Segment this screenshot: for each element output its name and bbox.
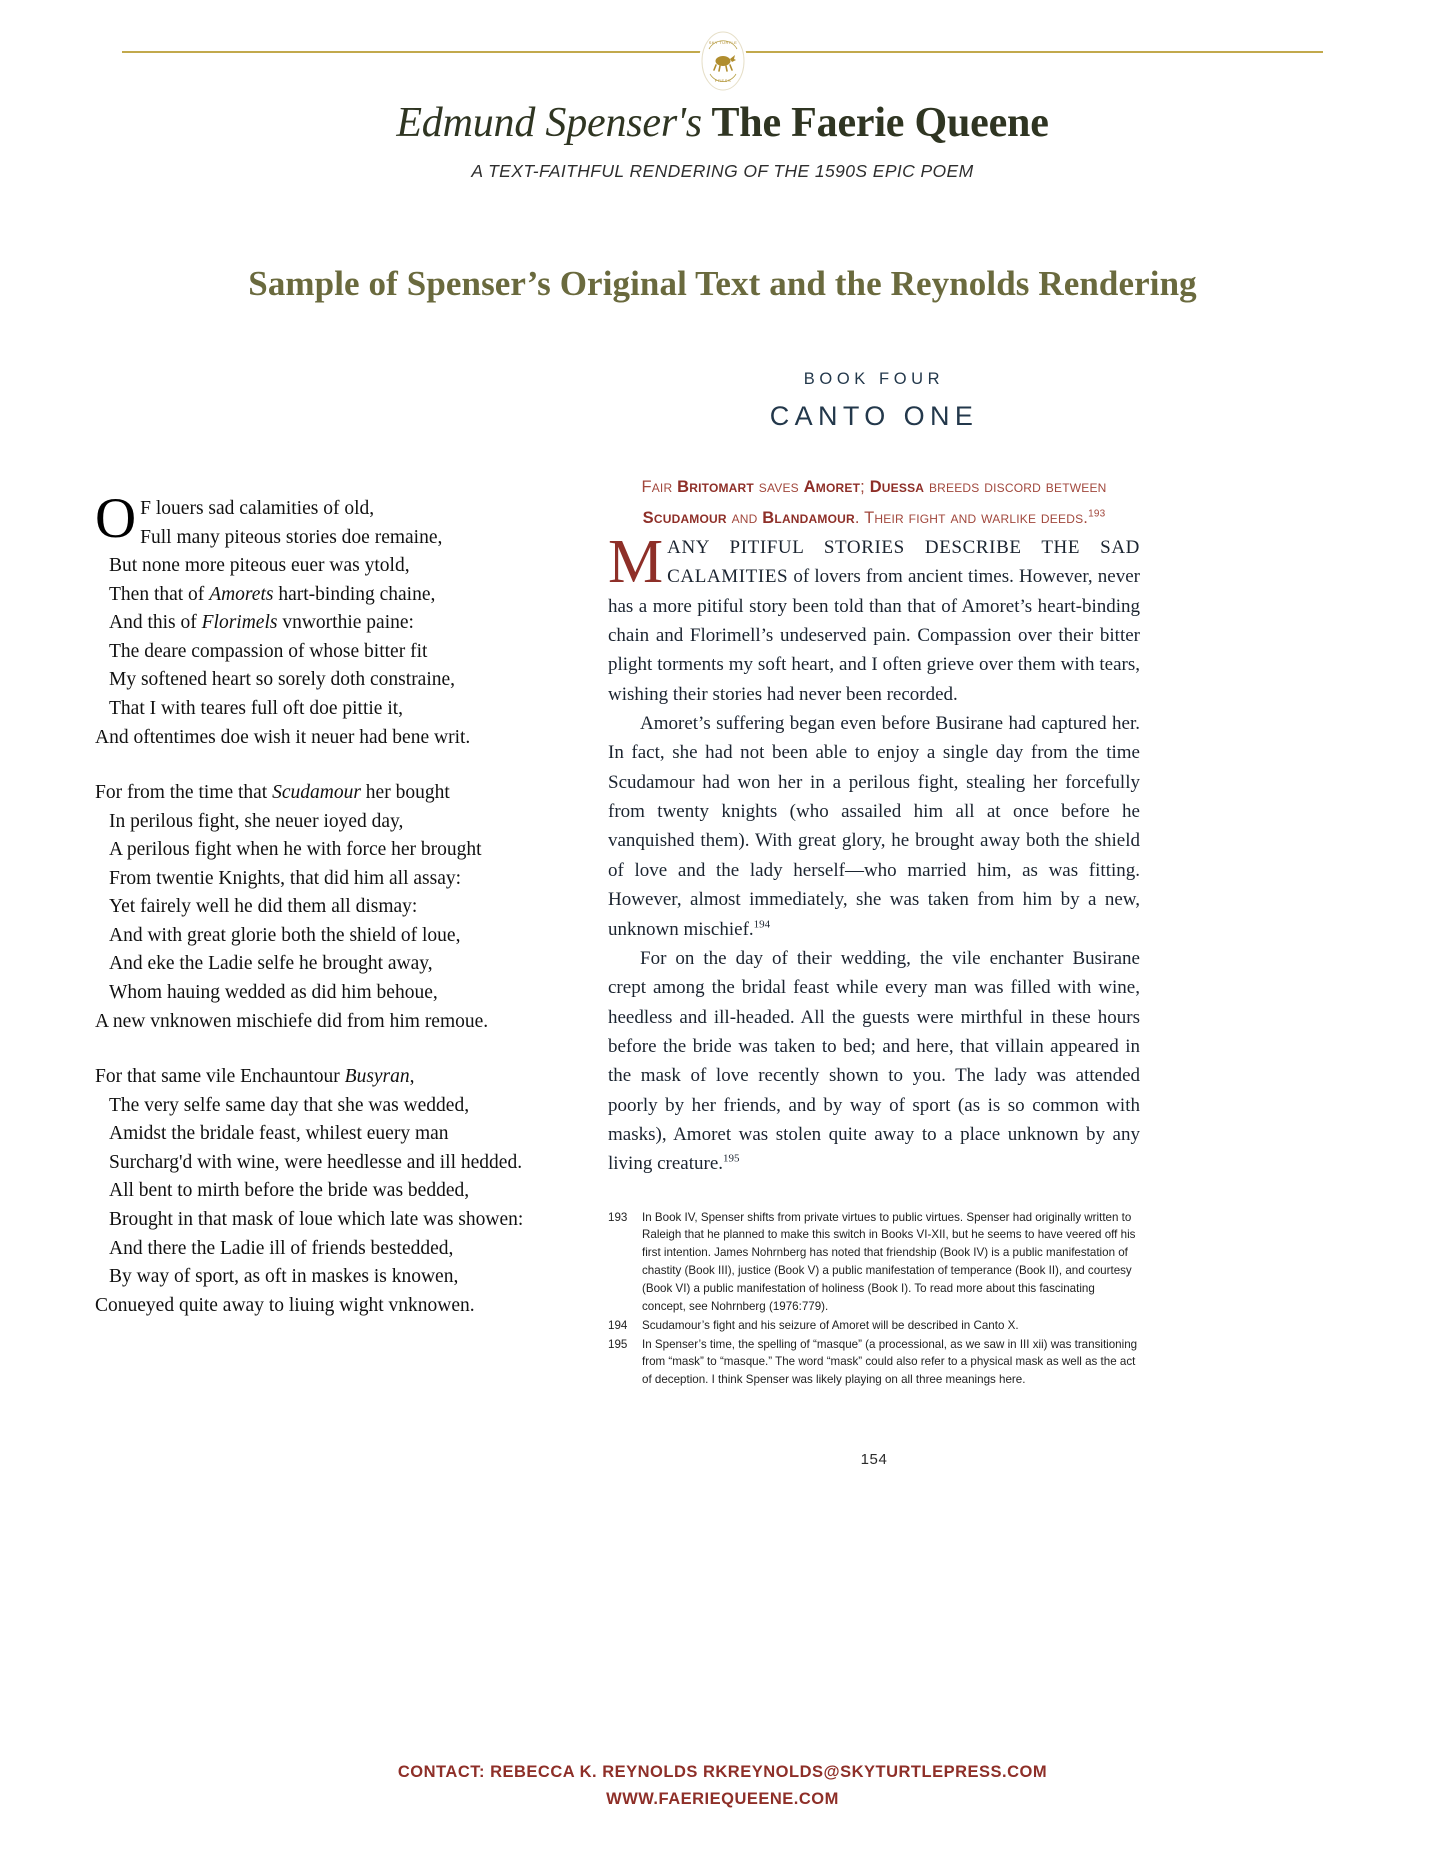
footnote-marker-195[interactable]: 195: [723, 1152, 740, 1165]
page-body: [0, 370, 1445, 1469]
footnote-number: 195: [608, 1337, 628, 1351]
footnote-item: [608, 1209, 1140, 1316]
verse-text: Full many piteous stories doe remaine,: [140, 526, 443, 548]
verse-italic-name: Busyran: [344, 1066, 410, 1088]
verse-text: In perilous fight, she neuer ioyed day,: [109, 810, 404, 832]
verse-line: [95, 836, 485, 865]
verse-text: My softened heart so sorely doth constraine,: [109, 669, 456, 691]
prose-paragraph-2: [608, 709, 1140, 944]
verse-text: The deare compassion of whose bitter fit: [109, 640, 428, 662]
verse-italic-name: Florimels: [201, 612, 278, 634]
verse-line: [95, 1120, 485, 1149]
argument-text: saves: [753, 478, 804, 496]
verse-line: [95, 1008, 489, 1037]
argument-proper-noun: Scudamour: [642, 508, 727, 527]
verse-text: And oftentimes doe wish it neuer had bene writ.: [95, 726, 471, 748]
page-number: 154: [860, 1451, 888, 1469]
verse-text: her bought: [360, 782, 450, 804]
argument-text: breeds discord between: [924, 478, 1107, 496]
argument-line-2: [608, 503, 1140, 534]
verse-line: [95, 638, 485, 667]
footnote-marker-193[interactable]: 193: [1088, 508, 1106, 520]
prose-paragraph-3-body: For on the day of their wedding, the vile enchanter Busirane crept among the bridal feast while every man was filled with wine, heedless and ill-headed. All the guests were mirthful in these hours before the bride was taken to bed; and here, that villain appeared in the mask of love recently shown to you. The lady was attended poorly by her friends, and by way of sport (as is so common with masks), Amoret was stolen quite away to a place unknown by any living creature.: [608, 947, 1140, 1175]
prose-lead-smallcaps: ANY PITIFUL STORIES DESCRIBE THE SAD CALAMITIES: [667, 537, 1140, 588]
argument-proper-noun: Amoret: [803, 478, 861, 496]
verse-line: [95, 865, 485, 894]
footnote-number: 193: [608, 1210, 628, 1224]
prose-paragraph-2-body: Amoret’s suffering began even before Busirane had captured her. In fact, she had not been able to enjoy a single day from the time Scudamour had won her in a perilous fight, stealing her forcefully from twenty knights (who assailed him all at once before he vanquished them). With great glory, he brought away both the shield of love and the lady herself—who married him, as was fitting. However, almost immediately, she was taken from him by a new, unknown mischief.: [608, 713, 1140, 940]
verse-text: Then that of: [109, 583, 210, 605]
footnote-text: In Book IV, Spenser shifts from private virtues to public virtues. Spenser had originally written to Raleigh that he planned to make this switch in Books VI-XII, but he seems to have veered off his first intention. James Nohrnberg has noted that friendship (Book IV) is a public manifestation of chastity (Book III), justice (Book V) a public manifestation of temperance (Book II), and courtesy (Book VI) a public manifestation of holiness (Book I). To read more about this fascinating concept, see Nohrnberg (1976:779).: [642, 1210, 1136, 1313]
page-footer: [0, 1759, 1445, 1813]
verse-text: And eke the Ladie selfe he brought away,: [109, 953, 433, 975]
section-heading: Sample of Spenser’s Original Text and the Reynolds Rendering: [248, 264, 1197, 304]
verse-line: [95, 808, 485, 837]
argument-text: and: [726, 508, 763, 527]
verse-text: And this of: [109, 612, 202, 634]
footnote-item: [608, 1317, 1140, 1335]
verse-text: And there the Ladie ill of friends bestedded,: [109, 1237, 454, 1259]
verse-text: And with great glorie both the shield of loue,: [109, 924, 461, 946]
verse-text: A new vnknowen mischiefe did from him remoue.: [95, 1010, 489, 1032]
canto-label: CANTO ONE: [769, 401, 979, 431]
verse-text: Amidst the bridale feast, whilest euery man: [109, 1123, 449, 1145]
verse-line: [95, 1177, 485, 1206]
verse-text: A perilous fight when he with force her brought: [109, 839, 482, 861]
verse-italic-name: Scudamour: [272, 782, 361, 804]
verse-text: By way of sport, as oft in maskes is knowen,: [109, 1266, 459, 1288]
verse-line: [95, 1235, 485, 1264]
verse-text: Brought in that mask of loue which late was showen:: [109, 1208, 524, 1230]
verse-line: [95, 979, 485, 1008]
verse-text: Whom hauing wedded as did him behoue,: [109, 982, 438, 1003]
page-title-work: The Faerie Queene: [711, 100, 1049, 146]
svg-text:PRESS: PRESS: [714, 78, 731, 83]
verse-line: [95, 724, 485, 753]
svg-text:SKY TURTLE: SKY TURTLE: [708, 40, 737, 45]
verse-text: Conueyed quite away to liuing wight vnknowen.: [95, 1294, 475, 1316]
footnotes: [608, 1209, 1140, 1389]
masthead-rule: [0, 30, 1445, 83]
footnote-marker-194[interactable]: 194: [753, 918, 771, 931]
verse-stanza: [95, 1063, 524, 1320]
verse-line: [95, 695, 485, 724]
verse-stanza: [95, 779, 489, 1036]
verse-text: But none more piteous euer was ytold,: [109, 555, 410, 577]
verse-line: [95, 552, 485, 581]
verse-text: vnworthie paine:: [277, 612, 414, 634]
verse-text: For from the time that: [95, 782, 273, 804]
footnote-text: Scudamour’s fight and his seizure of Amoret will be described in Canto X.: [642, 1318, 1019, 1332]
page-subtitle: A TEXT-FAITHFUL RENDERING OF THE 1590S EPIC POEM: [471, 161, 974, 182]
verse-line: [95, 779, 485, 808]
verse-line: [95, 666, 485, 695]
prose-paragraph-1: [608, 528, 1140, 709]
verse-line: [95, 950, 485, 979]
verse-stanzas: [95, 487, 524, 1320]
verse-line: [95, 1149, 523, 1178]
footnote-text: In Spenser’s time, the spelling of “masque” (a processional, as we saw in III xii) was transitioning from “mask” to “masque.” The word “mask” could also refer to a physical mask as well as the act of deception. I think Spenser was likely playing on all three meanings here.: [642, 1337, 1138, 1387]
argument-proper-noun: Britomart: [677, 478, 754, 496]
footnote-item: [608, 1336, 1140, 1390]
argument-text: . Their fight and warlike deeds.: [854, 508, 1089, 527]
verse-line: [95, 609, 485, 638]
verse-text: All bent to mirth before the bride was bedded,: [109, 1180, 470, 1202]
page-title: [0, 100, 1445, 147]
argument-line-1: [608, 472, 1140, 503]
footnote-number: 194: [608, 1318, 628, 1332]
verse-text: That I with teares full oft doe pittie it,: [109, 697, 404, 719]
verse-stanza: [95, 487, 485, 752]
verse-text: ,: [409, 1066, 415, 1088]
page-title-author: Edmund Spenser's: [396, 100, 702, 146]
verse-line: [95, 1263, 485, 1292]
verse-text: From twentie Knights, that did him all assay:: [109, 867, 462, 889]
verse-line: [95, 1292, 485, 1321]
prose-dropcap: M: [608, 528, 664, 597]
verse-line: [95, 893, 485, 922]
original-text-column: [95, 487, 524, 1347]
argument-text: ;: [860, 478, 870, 496]
verse-line: [95, 922, 485, 951]
verse-line: [95, 581, 485, 610]
verse-text: For that same vile Enchauntour: [95, 1066, 345, 1088]
prose-rendering: [608, 528, 1140, 1179]
argument-text: Fair: [641, 478, 678, 496]
verse-line: [95, 1206, 524, 1235]
footer-contact-line[interactable]: CONTACT: REBECCA K. REYNOLDS RKREYNOLDS@SKYTURTLEPRESS.COM: [397, 1762, 1048, 1781]
canto-argument: [608, 472, 1140, 533]
book-label: BOOK FOUR: [803, 370, 945, 388]
masthead: [0, 0, 1445, 304]
verse-text: F louers sad calamities of old,: [140, 498, 375, 519]
verse-line: [95, 1063, 485, 1092]
footer-website-line[interactable]: WWW.FAERIEQUEENE.COM: [606, 1789, 839, 1808]
verse-italic-name: Amorets: [209, 583, 274, 605]
rendering-column: [608, 370, 1140, 1468]
prose-paragraph-1-body: of lovers from ancient times. However, never has a more pitiful story been told than that of Amoret’s heart-binding chain and Florimell’s undeserved pain. Compassion over their bitter plight torments my soft heart, and I often grieve over them with tears, wishing their stories had never been recorded.: [608, 566, 1140, 705]
verse-text: Surcharg'd with wine, were heedlesse and ill hedded.: [109, 1151, 523, 1173]
verse-dropcap: O: [95, 487, 137, 550]
verse-text: The very selfe same day that she was wedded,: [109, 1094, 470, 1116]
verse-line: [95, 1092, 485, 1121]
prose-paragraph-3: [608, 944, 1140, 1179]
verse-text: hart-binding chaine,: [273, 583, 436, 605]
verse-line: [95, 495, 485, 524]
verse-line: [95, 524, 485, 553]
argument-proper-noun: Duessa: [869, 478, 925, 496]
sky-turtle-press-logo-icon: [699, 30, 747, 92]
verse-text: Yet fairely well he did them all dismay:: [109, 896, 418, 918]
argument-proper-noun: Blandamour: [762, 508, 855, 527]
